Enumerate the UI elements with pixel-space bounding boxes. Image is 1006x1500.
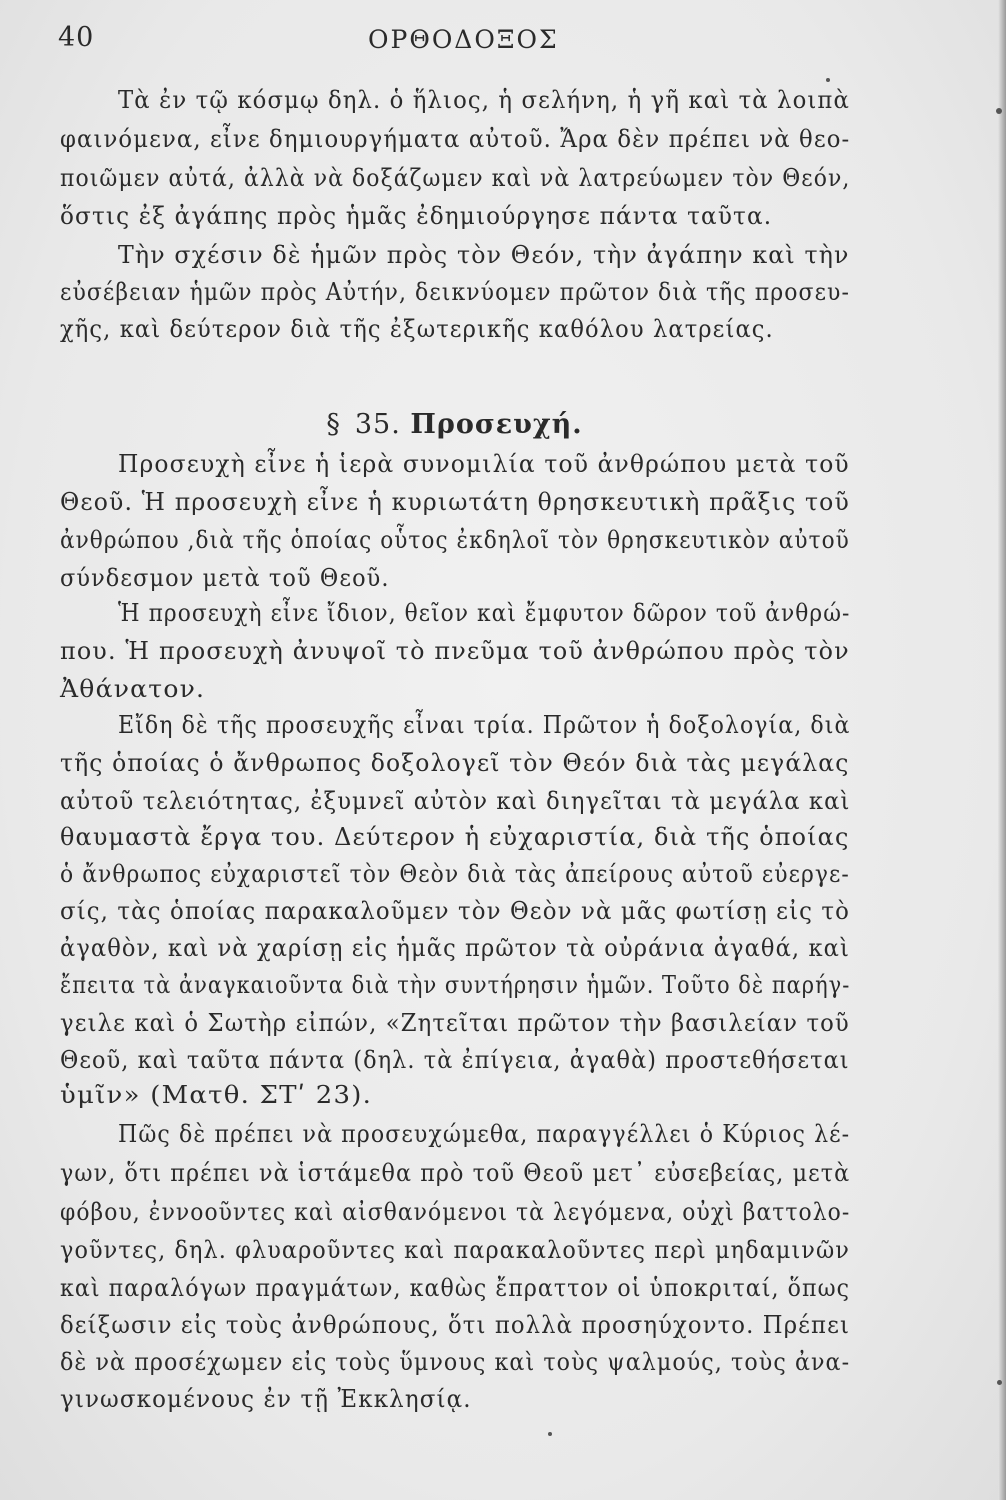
text-line: ἀνθρώπου ,διὰ τῆς ὁποίας οὗτος ἐκδηλοῖ τὸν θρησκευτικὸν αὐτοῦ — [60, 525, 850, 554]
paper-speck — [997, 1380, 1002, 1385]
text-line: Ἀθάνατον. — [60, 674, 206, 703]
text-line: ὅστις ἐξ ἀγάπης πρὸς ἡμᾶς ἐδημιούργησε πάντα ταῦτα. — [60, 201, 773, 230]
text-line: που. Ἡ προσευχὴ ἀνυψοῖ τὸ πνεῦμα τοῦ ἀνθρώπου πρὸς τὸν — [60, 636, 850, 665]
text-line: εὐσέβειαν ἡμῶν πρὸς Αὐτήν, δεικνύομεν πρῶτον διὰ τῆς προσευ- — [60, 277, 850, 306]
text-line: Τὰ ἐν τῷ κόσμῳ δηλ. ὁ ἥλιος, ἡ σελήνη, ἡ γῆ καὶ τὰ λοιπὰ — [118, 85, 850, 114]
text-line: γων, ὅτι πρέπει νὰ ἱστάμεθα πρὸ τοῦ Θεοῦ μετ᾽ εὐσεβείας, μετὰ — [60, 1158, 851, 1187]
text-line: ποιῶμεν αὐτά, ἀλλὰ νὰ δοξάζωμεν καὶ νὰ λατρεύωμεν τὸν Θεόν, — [60, 163, 851, 192]
text-line: σίς, τὰς ὁποίας παρακαλοῦμεν τὸν Θεὸν νὰ μᾶς φωτίσῃ εἰς τὸ — [60, 896, 851, 925]
paper-speck — [826, 78, 830, 82]
text-line: Προσευχὴ εἶνε ἡ ἱερὰ συνομιλία τοῦ ἀνθρώπου μετὰ τοῦ — [118, 449, 850, 478]
text-line: αὐτοῦ τελειότητας, ἐξυμνεῖ αὐτὸν καὶ διηγεῖται τὰ μεγάλα καὶ — [60, 786, 851, 815]
text-line: γοῦντες, δηλ. φλυαροῦντες καὶ παρακαλοῦντες περὶ μηδαμινῶν — [60, 1235, 850, 1264]
text-line: γειλε καὶ ὁ Σωτὴρ εἰπών, «Ζητεῖται πρῶτον τὴν βασιλείαν τοῦ — [60, 1008, 850, 1037]
text-line: Ἡ προσευχὴ εἶνε ἴδιον, θεῖον καὶ ἔμφυτον δῶρον τοῦ ἀνθρώ- — [118, 598, 851, 627]
text-line: Θεοῦ. Ἡ προσευχὴ εἶνε ἡ κυριωτάτη θρησκευτικὴ πρᾶξις τοῦ — [60, 487, 850, 516]
page-edge-shadow — [998, 0, 1006, 1500]
text-line: τῆς ὁποίας ὁ ἄνθρωπος δοξολογεῖ τὸν Θεόν διὰ τὰς μεγάλας — [60, 748, 850, 777]
text-line: Πῶς δὲ πρέπει νὰ προσευχώμεθα, παραγγέλλει ὁ Κύριος λέ- — [118, 1119, 851, 1148]
text-line: δὲ νὰ προσέχωμεν εἰς τοὺς ὕμνους καὶ τοὺς ψαλμούς, τοὺς ἀνα- — [60, 1347, 851, 1376]
text-line: φόβου, ἐννοοῦντες καὶ αἰσθανόμενοι τὰ λεγόμενα, οὐχὶ βαττολο- — [60, 1197, 851, 1226]
section-number: 35. — [354, 409, 401, 440]
text-line: ἀγαθὸν, καὶ νὰ χαρίσῃ εἰς ἡμᾶς πρῶτον τὰ οὐράνια ἀγαθά, καὶ — [60, 933, 850, 962]
text-line: καὶ παραλόγων πραγμάτων, καθὼς ἔπραττον οἱ ὑποκριταί, ὅπως — [60, 1273, 851, 1302]
text-line: γινωσκομένους ἐν τῇ Ἐκκλησίᾳ. — [60, 1384, 472, 1413]
page-number: 40 — [58, 22, 95, 53]
text-line: δείξωσιν εἰς τοὺς ἀνθρώπους, ὅτι πολλὰ προσηύχοντο. Πρέπει — [60, 1310, 850, 1339]
text-line: Τὴν σχέσιν δὲ ἡμῶν πρὸς τὸν Θεόν, τὴν ἀγάπην καὶ τὴν — [118, 240, 850, 269]
paper-speck — [996, 108, 1002, 114]
paper-speck — [548, 1432, 552, 1436]
text-line: Εἴδη δὲ τῆς προσευχῆς εἶναι τρία. Πρῶτον ἡ δοξολογία, διὰ — [118, 710, 851, 739]
text-line: χῆς, καὶ δεύτερον διὰ τῆς ἐξωτερικῆς καθόλου λατρείας. — [60, 314, 774, 343]
text-line: Θεοῦ, καὶ ταῦτα πάντα (δηλ. τὰ ἐπίγεια, ἀγαθὰ) προστεθήσεται — [60, 1045, 850, 1074]
text-line: ἔπειτα τὰ ἀναγκαιοῦντα διὰ τὴν συντήρησιν ἡμῶν. Τοῦτο δὲ παρήγ- — [60, 970, 851, 999]
text-line: φαινόμενα, εἶνε δημιουργήματα αὐτοῦ. Ἄρα δὲν πρέπει νὰ θεο- — [60, 124, 851, 153]
section-title: Προσευχή. — [410, 409, 583, 440]
running-title: ΟΡΘΟΔΟΞΟΣ — [368, 25, 559, 54]
text-line: σύνδεσμον μετὰ τοῦ Θεοῦ. — [60, 563, 390, 592]
running-head — [58, 22, 868, 62]
text-line: θαυμαστὰ ἔργα του. Δεύτερον ἡ εὐχαριστία, διὰ τῆς ὁποίας — [60, 822, 850, 851]
section-symbol: § — [326, 409, 341, 440]
text-line: ὑμῖν» (Ματθ. ΣΤʹ 23). — [60, 1080, 373, 1109]
text-line: ὁ ἄνθρωπος εὐχαριστεῖ τὸν Θεὸν διὰ τὰς ἀπείρους αὐτοῦ εὐεργε- — [60, 859, 850, 888]
